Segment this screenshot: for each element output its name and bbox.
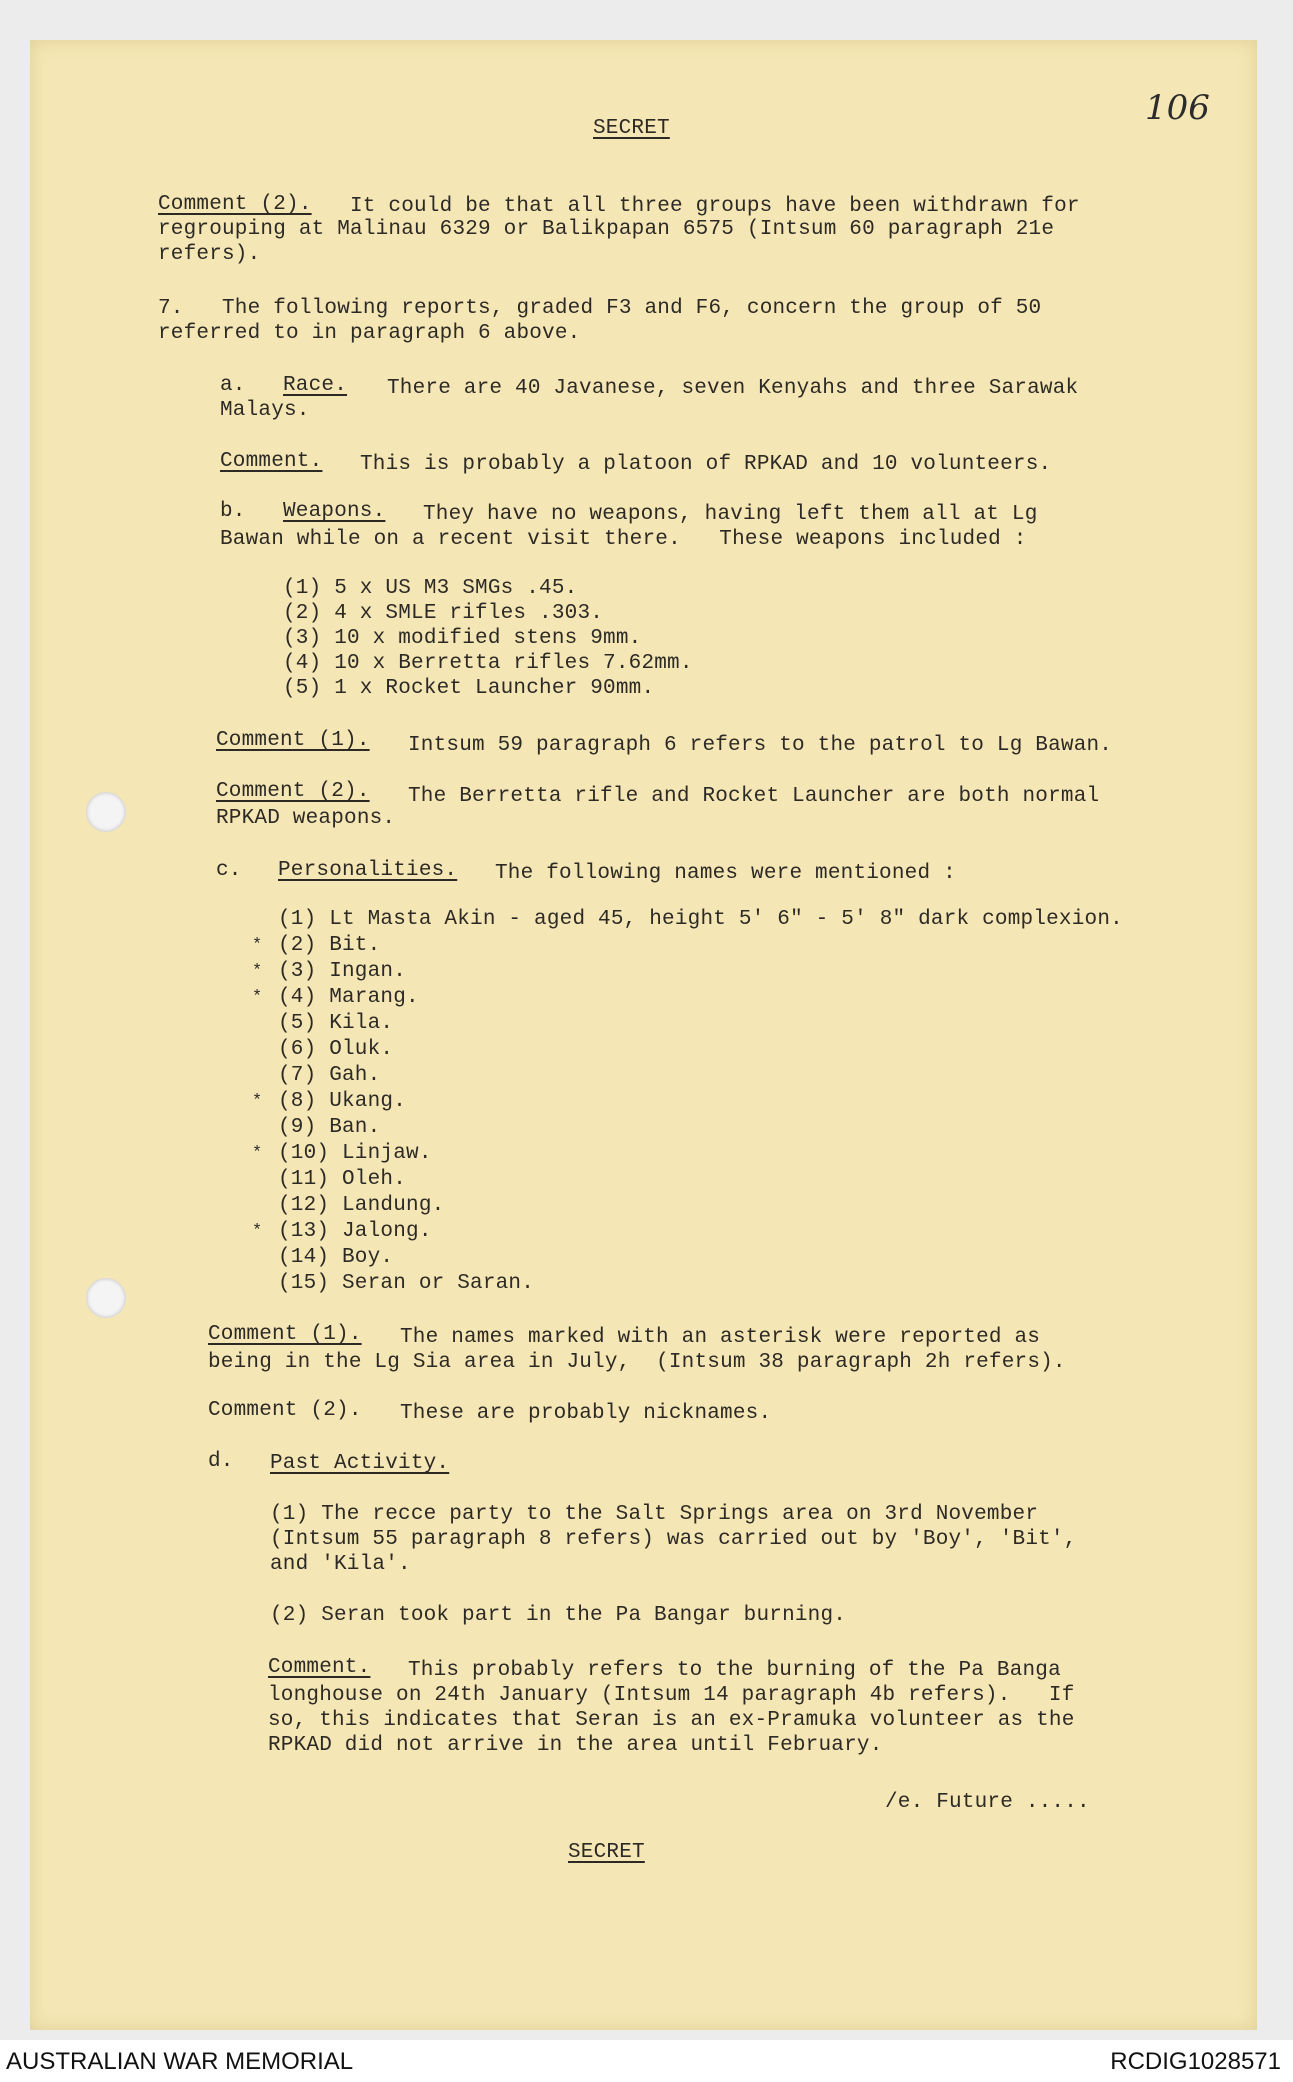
d-comment-label: Comment. — [268, 1656, 371, 1679]
d-item1-line3: and 'Kila'. — [270, 1553, 411, 1576]
comment2-top-label: Comment (2). — [158, 193, 312, 216]
name-item-1: (1) Lt Masta Akin - aged 45, height 5' 6" - 5' 8" dark complexion. — [278, 908, 1123, 931]
b-line1: They have no weapons, having left them all at Lg — [423, 503, 1038, 526]
d-marker: d. — [208, 1450, 234, 1473]
comment2-top-line2: regrouping at Malinau 6329 or Balikpapan 6575 (Intsum 60 paragraph 21e — [158, 218, 1055, 241]
c-marker: c. — [216, 859, 242, 882]
d-item1-line2: (Intsum 55 paragraph 8 refers) was carried out by 'Boy', 'Bit', — [270, 1528, 1077, 1551]
para7-line1: 7. The following reports, graded F3 and F6, concern the group of 50 — [158, 297, 1042, 320]
name-item-13: (13) Jalong. — [278, 1220, 432, 1243]
asterisk-mark-2: * — [252, 936, 263, 955]
asterisk-mark-10: * — [252, 1144, 263, 1163]
name-item-7: (7) Gah. — [278, 1064, 381, 1087]
name-item-9: (9) Ban. — [278, 1116, 381, 1139]
a-line2: Malays. — [220, 399, 310, 422]
weapon-item-3: (3) 10 x modified stens 9mm. — [283, 627, 642, 650]
name-item-10: (10) Linjaw. — [278, 1142, 432, 1165]
c-comment2-text: These are probably nicknames. — [400, 1402, 772, 1425]
classification-bottom: SECRET — [568, 1841, 645, 1864]
c-comment1-line2: being in the Lg Sia area in July, (Intsum 38 paragraph 2h refers). — [208, 1351, 1066, 1374]
b-comment1-text: Intsum 59 paragraph 6 refers to the patrol to Lg Bawan. — [408, 734, 1113, 757]
b-comment2-label: Comment (2). — [216, 780, 370, 803]
punch-hole-lower — [86, 1278, 126, 1318]
name-item-8: (8) Ukang. — [278, 1090, 407, 1113]
comment2-top-line3: refers). — [158, 243, 261, 266]
c-comment1-line1: The names marked with an asterisk were reported as — [400, 1326, 1041, 1349]
name-item-2: (2) Bit. — [278, 934, 381, 957]
name-item-4: (4) Marang. — [278, 986, 419, 1009]
c-comment1-label: Comment (1). — [208, 1323, 362, 1346]
b-comment2-line2: RPKAD weapons. — [216, 807, 396, 830]
punch-hole-upper — [86, 792, 126, 832]
d-item1-line1: (1) The recce party to the Salt Springs area on 3rd November — [270, 1503, 1039, 1526]
c-heading: Personalities. — [278, 859, 458, 882]
c-intro: The following names were mentioned : — [495, 862, 956, 885]
page-number: 106 — [1145, 88, 1210, 128]
para7-line2: referred to in paragraph 6 above. — [158, 322, 581, 345]
d-comment-line2: longhouse on 24th January (Intsum 14 paragraph 4b refers). If — [268, 1684, 1075, 1707]
b-heading: Weapons. — [283, 500, 386, 523]
a-marker: a. — [220, 374, 246, 397]
name-item-3: (3) Ingan. — [278, 960, 407, 983]
asterisk-mark-8: * — [252, 1092, 263, 1111]
asterisk-mark-13: * — [252, 1222, 263, 1241]
weapon-item-5: (5) 1 x Rocket Launcher 90mm. — [283, 677, 655, 700]
name-item-12: (12) Landung. — [278, 1194, 445, 1217]
c-comment2-label: Comment (2). — [208, 1399, 362, 1422]
name-item-14: (14) Boy. — [278, 1246, 394, 1269]
d-comment-line4: RPKAD did not arrive in the area until February. — [268, 1734, 883, 1757]
a-comment-label: Comment. — [220, 450, 323, 473]
a-comment-text: This is probably a platoon of RPKAD and 10 volunteers. — [360, 453, 1052, 476]
weapon-item-2: (2) 4 x SMLE rifles .303. — [283, 602, 604, 625]
d-heading: Past Activity. — [270, 1452, 450, 1475]
asterisk-mark-3: * — [252, 962, 263, 981]
name-item-11: (11) Oleh. — [278, 1168, 407, 1191]
name-item-6: (6) Oluk. — [278, 1038, 394, 1061]
a-heading: Race. — [283, 374, 348, 397]
d-comment-line1: This probably refers to the burning of the Pa Banga — [408, 1659, 1061, 1682]
weapon-item-1: (1) 5 x US M3 SMGs .45. — [283, 577, 578, 600]
b-comment1-label: Comment (1). — [216, 729, 370, 752]
name-item-5: (5) Kila. — [278, 1012, 394, 1035]
comment2-top-line1: It could be that all three groups have been withdrawn for — [350, 195, 1080, 218]
b-marker: b. — [220, 500, 246, 523]
continuation-note: /e. Future ..... — [885, 1791, 1090, 1814]
b-line2: Bawan while on a recent visit there. These weapons included : — [220, 528, 1027, 551]
name-item-15: (15) Seran or Saran. — [278, 1272, 535, 1295]
d-comment-line3: so, this indicates that Seran is an ex-Pramuka volunteer as the — [268, 1709, 1075, 1732]
classification-top: SECRET — [593, 117, 670, 140]
a-line1: There are 40 Javanese, seven Kenyahs and three Sarawak — [387, 377, 1079, 400]
asterisk-mark-4: * — [252, 988, 263, 1007]
b-comment2-line1: The Berretta rifle and Rocket Launcher are both normal — [408, 785, 1100, 808]
footer-source: AUSTRALIAN WAR MEMORIAL — [6, 2048, 354, 2075]
d-item2: (2) Seran took part in the Pa Bangar burning. — [270, 1604, 847, 1627]
weapon-item-4: (4) 10 x Berretta rifles 7.62mm. — [283, 652, 693, 675]
footer-id: RCDIG1028571 — [1110, 2048, 1281, 2075]
